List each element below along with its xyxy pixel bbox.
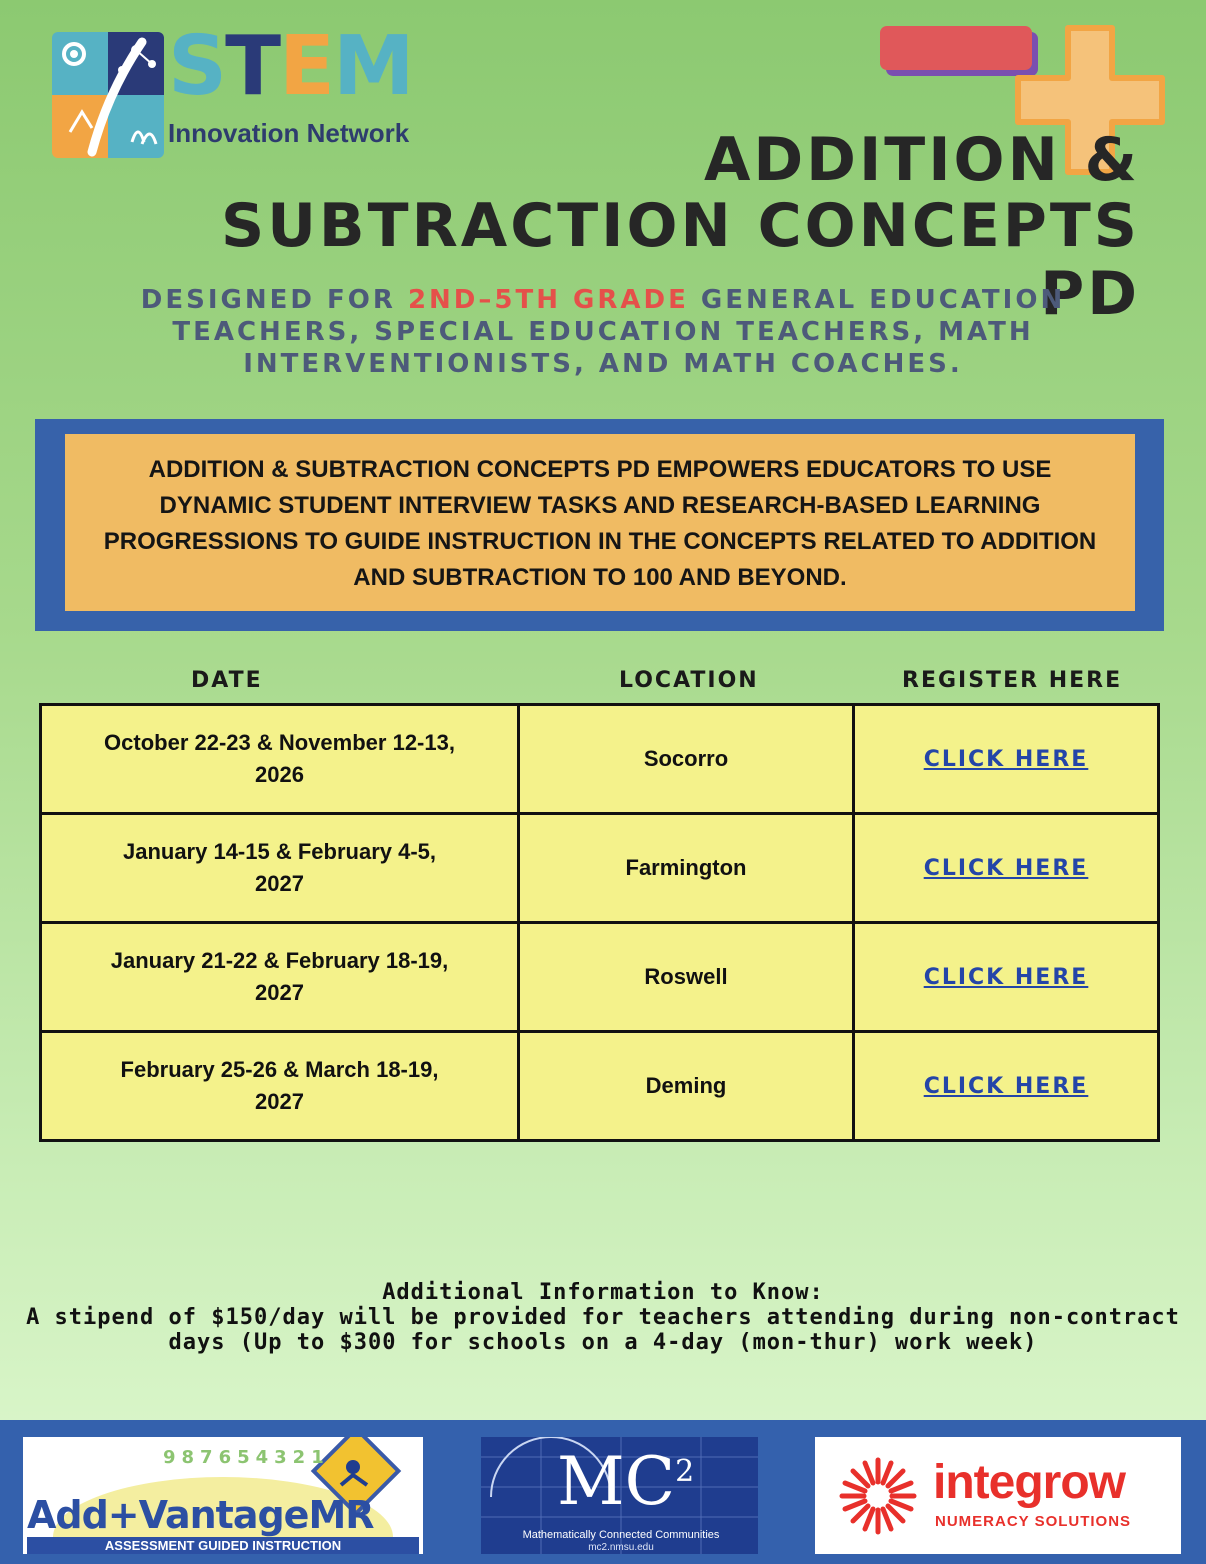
header-register: REGISTER HERE <box>902 668 1123 693</box>
grade-highlight: 2ND–5TH GRADE <box>407 285 689 315</box>
page-title-line2: SUBTRACTION CONCEPTS PD <box>220 191 1140 329</box>
audience-suffix: GENERAL EDUCATION TEACHERS, SPECIAL EDUCATION TEACHERS, MATH INTERVENTIONISTS, AND MATH COACHES. <box>172 285 1066 379</box>
addvantage-digits: 987654321 <box>163 1447 330 1468</box>
logo-letter-e: E <box>279 19 334 114</box>
session-register <box>854 705 1159 814</box>
session-register <box>854 814 1159 923</box>
register-link[interactable]: CLICK HERE <box>923 855 1089 881</box>
register-link[interactable]: CLICK HERE <box>923 746 1089 772</box>
table-row <box>41 814 1159 923</box>
session-date: February 25-26 & March 18-19, 2027 <box>41 1032 519 1141</box>
logo-letter-t: T <box>225 19 279 114</box>
session-register <box>854 1032 1159 1141</box>
mc2-name: $MC^2$ <box>557 1443 695 1520</box>
additional-info-line2: days (Up to $300 for schools on a 4-day (mon-thur) work week) <box>168 1330 1038 1355</box>
integrow-burst-icon <box>837 1455 919 1537</box>
mc2-url: mc2.nmsu.edu <box>588 1542 654 1553</box>
register-link[interactable]: CLICK HERE <box>923 1073 1089 1099</box>
additional-info-heading: Additional Information to Know: <box>382 1280 824 1305</box>
additional-info <box>20 1280 1186 1355</box>
mc2-tagline: Mathematically Connected Communities <box>522 1529 720 1541</box>
audience-subtitle <box>120 284 1086 380</box>
header-location: LOCATION <box>619 668 759 693</box>
addvantage-name: Add+VantageMR <box>27 1493 374 1537</box>
addvantage-tagline: ASSESSMENT GUIDED INSTRUCTION <box>27 1537 419 1554</box>
logo-letter-m: M <box>333 19 413 114</box>
session-location: Socorro <box>519 705 854 814</box>
integrow-tagline: NUMERACY SOLUTIONS <box>935 1513 1132 1530</box>
session-location: Roswell <box>519 923 854 1032</box>
table-row <box>41 705 1159 814</box>
additional-info-line1: A stipend of $150/day will be provided for teachers attending during non-contract <box>26 1305 1180 1330</box>
stem-logo-subtitle: Innovation Network <box>168 118 410 148</box>
session-location: Deming <box>519 1032 854 1141</box>
session-date: October 22-23 & November 12-13, 2026 <box>41 705 519 814</box>
session-date: January 14-15 & February 4-5, 2027 <box>41 814 519 923</box>
session-register <box>854 923 1159 1032</box>
logo-letter-s: S <box>168 19 226 114</box>
stem-logo-word <box>168 19 413 114</box>
addvantage-logo <box>23 1437 423 1554</box>
audience-prefix: DESIGNED FOR <box>140 285 408 315</box>
table-row <box>41 1032 1159 1141</box>
session-location: Farmington <box>519 814 854 923</box>
mc2-logo <box>481 1437 758 1554</box>
register-link[interactable]: CLICK HERE <box>923 964 1089 990</box>
description-text: ADDITION & SUBTRACTION CONCEPTS PD EMPOWERS EDUCATORS TO USE DYNAMIC STUDENT INTERVIEW TASKS AND RESEARCH-BASED LEARNING PROGRESSIONS TO GUIDE INSTRUCTION IN THE CONCEPTS RELATED TO ADDITION AND SUBTRACTION TO 100 AND BEYOND. <box>103 456 1097 591</box>
session-date: January 21-22 & February 18-19, 2027 <box>41 923 519 1032</box>
integrow-logo <box>815 1437 1181 1554</box>
table-row <box>41 923 1159 1032</box>
schedule-table <box>39 703 1160 1142</box>
page-title-line1: ADDITION & <box>703 125 1140 195</box>
integrow-name: integrow <box>933 1456 1125 1509</box>
header-date: DATE <box>191 668 263 693</box>
